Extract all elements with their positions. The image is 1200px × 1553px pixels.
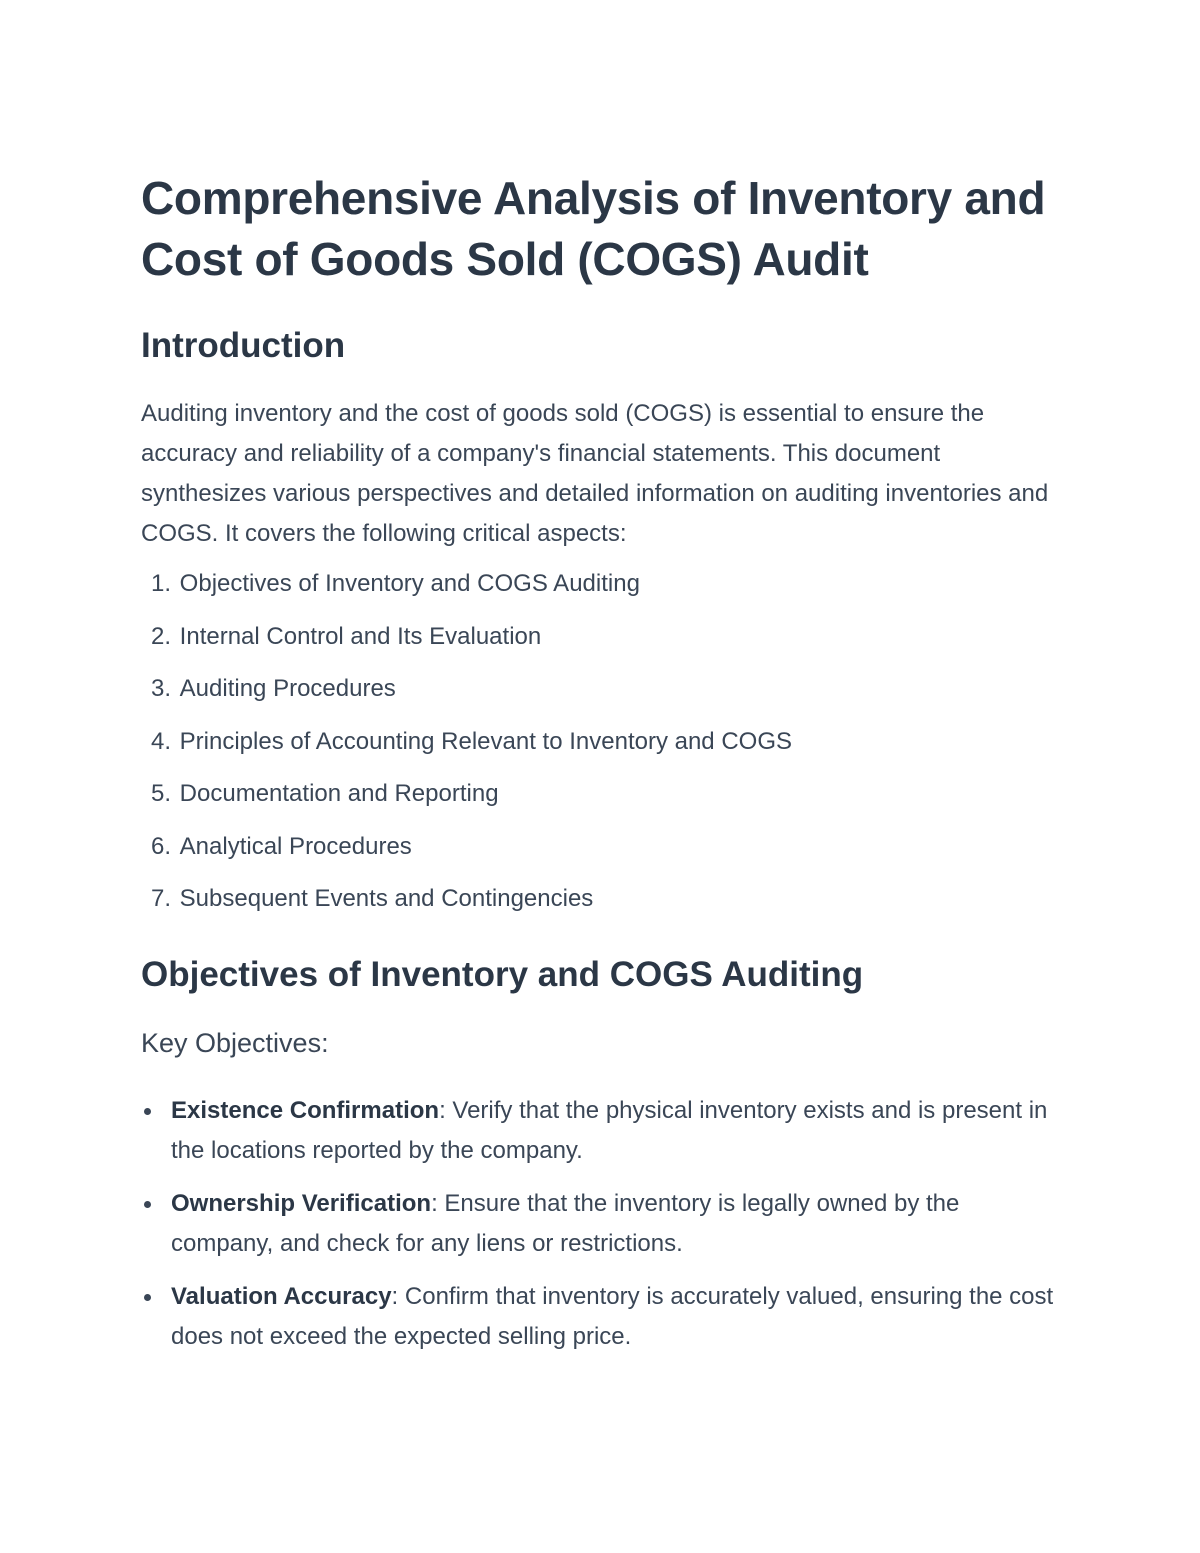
objective-description: : Verify that the physical inventory exists and is present in the locations reported by the company. [171, 1097, 1048, 1164]
bullet-icon [144, 1201, 151, 1208]
objectives-list [141, 1091, 1061, 1357]
objective-term: Existence Confirmation [171, 1097, 440, 1124]
introduction-heading: Introduction [141, 326, 346, 365]
list-item: 6. Analytical Procedures [150, 832, 412, 860]
bullet-icon [144, 1294, 151, 1301]
list-item: 3. Auditing Procedures [150, 675, 396, 702]
objective-term: Valuation Accuracy [171, 1283, 392, 1310]
list-item: 2. Internal Control and Its Evaluation [150, 622, 542, 650]
list-item [141, 1184, 1061, 1264]
key-objectives-subheading: Key Objectives: [141, 1028, 329, 1058]
objectives-heading: Objectives of Inventory and COGS Auditing [141, 955, 864, 994]
list-item: 7. Subsequent Events and Contingencies [150, 885, 594, 912]
aspects-list [141, 564, 1061, 919]
document-title: Comprehensive Analysis of Inventory and Cost of Goods Sold (COGS) Audit [141, 172, 1046, 285]
list-item: 5. Documentation and Reporting [150, 780, 499, 807]
objective-term: Ownership Verification [171, 1190, 432, 1217]
objective-description: : Ensure that the inventory is legally owned by the company, and check for any liens or restrictions. [171, 1190, 960, 1257]
objective-description: : Confirm that inventory is accurately valued, ensuring the cost does not exceed the expected selling price. [171, 1283, 1054, 1350]
list-item: 1. Objectives of Inventory and COGS Auditing [150, 570, 640, 597]
introduction-paragraph: Auditing inventory and the cost of goods sold (COGS) is essential to ensure the accuracy and reliability of a company's financial statements. This document synthesizes various perspectives and detailed information on auditing inventories and COGS. It covers the following critical aspects: [141, 400, 1049, 547]
document-page [141, 168, 1061, 1370]
bullet-icon [144, 1108, 151, 1115]
list-item: 4. Principles of Accounting Relevant to Inventory and COGS [150, 727, 792, 755]
list-item [141, 1277, 1061, 1357]
list-item [141, 1091, 1061, 1171]
